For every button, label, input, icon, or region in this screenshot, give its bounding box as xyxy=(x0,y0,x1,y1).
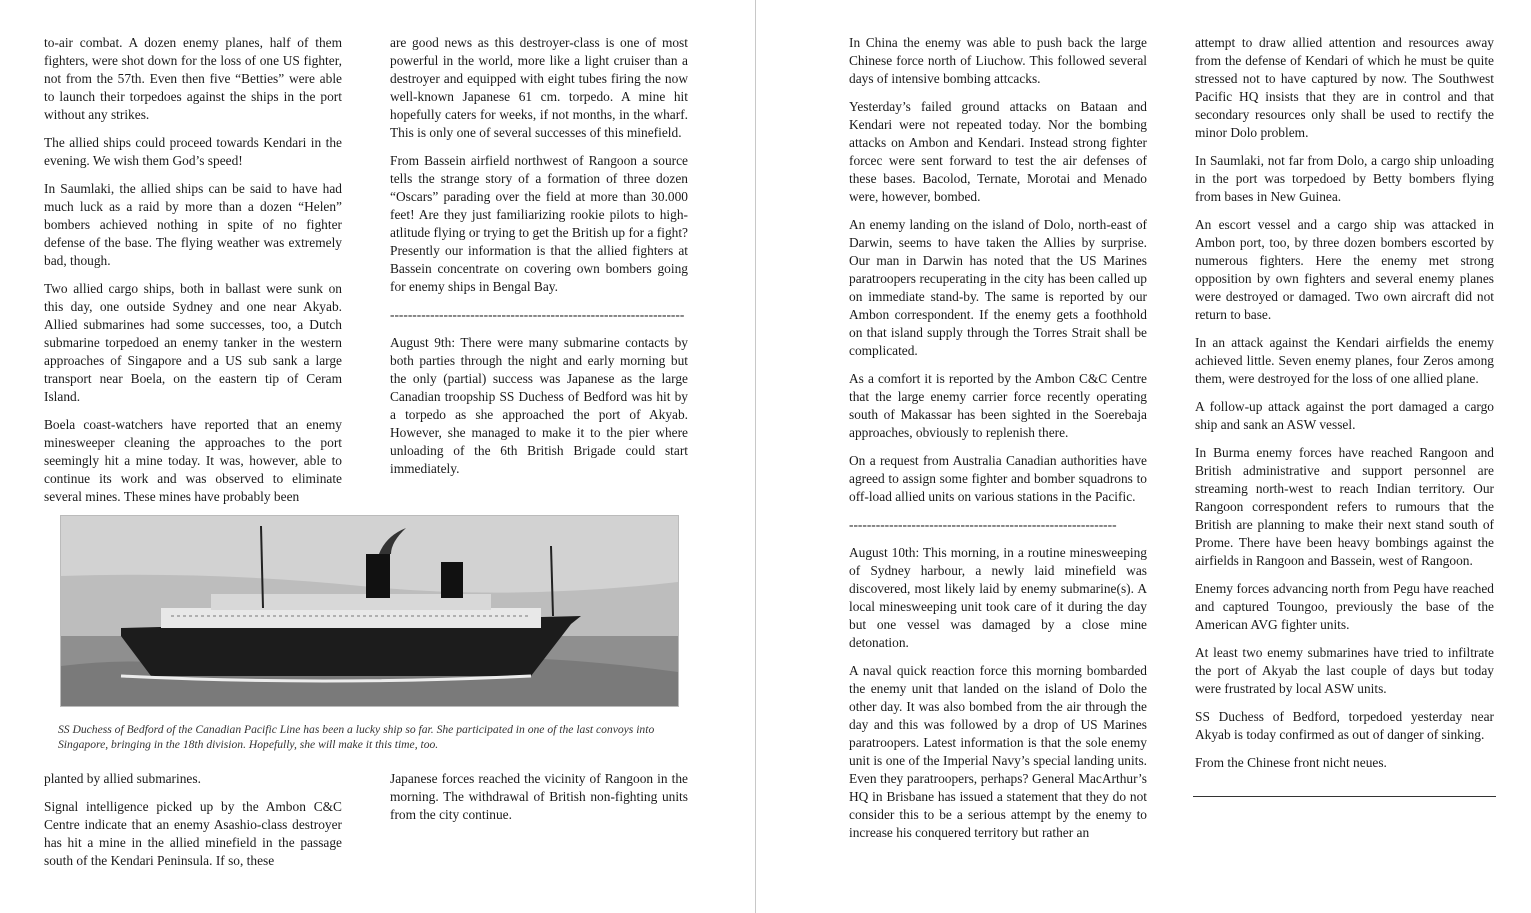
paragraph: Two allied cargo ships, both in ballast were sunk on this day, one outside Sydney and one near Akyab. Allied submarines had some successes, too, a Dutch submarine torpedoed an enemy tanker in the western approaches of Singapore and a US sub sank a large transport near Boela, on the eastern tip of Ceram Island. xyxy=(44,281,342,404)
paragraph: In Saumlaki, the allied ships can be said to have had much luck as a raid by more than a dozen “Helen” bombers achieved nothing in spite of no fighter defense of the base. The flying weather was extremely bad, though. xyxy=(44,181,342,268)
end-rule xyxy=(1193,796,1496,797)
paragraph: As a comfort it is reported by the Ambon C&C Centre that the large enemy carrier force recently operating south of Makassar has been sighted in the Soerebaja approaches, obviously to replenish there. xyxy=(849,371,1147,440)
paragraph: Enemy forces advancing north from Pegu have reached and captured Toungoo, previously the base of the American AVG fighter units. xyxy=(1195,581,1494,632)
paragraph: At least two enemy submarines have tried to infiltrate the port of Akyab the last couple of days but today were frustrated by local ASW units. xyxy=(1195,645,1494,696)
paragraph: In China the enemy was able to push back the large Chinese force north of Liuchow. This followed several days of intensive bombing attcacks. xyxy=(849,35,1147,86)
left-column-1-top xyxy=(44,34,342,506)
paragraph: SS Duchess of Bedford, torpedoed yesterday near Akyab is today confirmed as out of danger of sinking. xyxy=(1195,709,1494,742)
paragraph: Signal intelligence picked up by the Ambon C&C Centre indicate that an enemy Asashio-class destroyer has hit a mine in the allied minefield in the passage south of the Kendari Peninsula. If so, these xyxy=(44,799,342,868)
left-column-1-bottom xyxy=(44,770,342,870)
paragraph: A naval quick reaction force this morning bombarded the enemy unit that landed on the island of Dolo the other day. It was also bombed from the air through the day and this was followed by a drop of US Marines paratroopers. Latest information is that the sole enemy unit is one of the Imperial Navy’s special landing units. Even they paratroopers, perhaps? General MacArthur’s HQ in Brisbane has issued a statement that they do not consider this to be a serious attempt by the enemy to increase his conquered territory but rather an xyxy=(849,663,1147,840)
paragraph: In Saumlaki, not far from Dolo, a cargo ship unloading in the port was torpedoed by Betty bombers flying from bases in New Guinea. xyxy=(1195,153,1494,204)
paragraph: The allied ships could proceed towards Kendari in the evening. We wish them God’s speed! xyxy=(44,135,342,168)
paragraph: From the Chinese front nicht neues. xyxy=(1195,755,1387,770)
paragraph: In Burma enemy forces have reached Rangoon and British administrative and support personnel are streaming north-west to reach Indian territory. Our Rangoon correspondent refers to rumours that the British are planning to make their next stand south of Prome. There have been heavy bombings against the airfields in Rangoon and Bassein, west of Rangoon. xyxy=(1195,445,1494,568)
left-column-2-top xyxy=(390,34,688,478)
paragraph: to-air combat. A dozen enemy planes, half of them fighters, were shot down for the loss of one US fighter, not from the 57th. Even then five “Betties” were able to launch their torpedoes against the ships in the port without any strikes. xyxy=(44,35,342,122)
paragraph: In an attack against the Kendari airfields the enemy achieved little. Seven enemy planes, four Zeros among them, were destroyed for the loss of one allied plane. xyxy=(1195,335,1494,386)
right-column-2 xyxy=(1195,34,1494,797)
paragraph: From Bassein airfield northwest of Rangoon a source tells the strange story of a formation of three dozen “Oscars” parading over the field at more than 30.000 feet! Are they just familiarizing rookie pilots to high-atlitude flying or trying to get the British up for a fight? Presently our information is that the allied fighters at Bassein concentrate on covering own bombers going for enemy ships in Bengal Bay. xyxy=(390,153,688,294)
paragraph: attempt to draw allied attention and resources away from the defense of Kendari of which he must be quite stressed not to have captured by now. The Southwest Pacific HQ insists that they are in control and that secondary resources only shall be used to rectify the minor Dolo problem. xyxy=(1195,35,1494,140)
paragraph: planted by allied submarines. xyxy=(44,771,201,786)
paragraph: Japanese forces reached the vicinity of Rangoon in the morning. The withdrawal of British non-fighting units from the city continue. xyxy=(390,771,688,822)
paragraph: August 10th: This morning, in a routine minesweeping of Sydney harbour, a newly laid minefield was discovered, most likely laid by enemy submarine(s). A local minesweeping unit took care of it during the day but one vessel was damaged by a close mine detonation. xyxy=(849,545,1147,650)
page-gutter xyxy=(755,0,756,913)
paragraph: An escort vessel and a cargo ship was attacked in Ambon port, too, by three dozen bombers escorted by numerous fighters. Here the enemy met strong opposition by own fighters and several enemy planes were destroyed or damaged. Two own aircraft did not return to base. xyxy=(1195,217,1494,322)
ship-illustration xyxy=(61,516,678,706)
ocean-liner-photo xyxy=(60,515,679,707)
paragraph: Boela coast-watchers have reported that an enemy minesweeper cleaning the approaches to the port seemingly hit a mine today. It was, however, able to continue its work and was observed to eliminate several mines. These mines have probably been xyxy=(44,417,342,504)
right-column-1 xyxy=(849,34,1147,842)
paragraph: are good news as this destroyer-class is one of most powerful in the world, more like a light cruiser than a destroyer and equipped with eight tubes firing the now well-known Japanese 61 cm. torpedo. A mine hit hopefully caters for weeks, if not months, in the wharf. This is only one of several successes of this minefield. xyxy=(390,35,688,140)
paragraph: An enemy landing on the island of Dolo, north-east of Darwin, seems to have taken the Allies by surprise. Our man in Darwin has noted that the US Marines paratroopers recuperating in the city has been called up on immediate stand-by. The same is reported by our Ambon correspondent. If the enemy gets a foothhold on that island supply through the Torres Strait shall be complicated. xyxy=(849,217,1147,358)
paragraph: August 9th: There were many submarine contacts by both parties through the night and early morning but the only (partial) success was Japanese as the large Canadian troopship SS Duchess of Bedford was hit by a torpedo as she approached the port of Akyab. However, she managed to make it to the pier where unloading of the 6th British Brigade could start immediately. xyxy=(390,335,688,476)
section-divider: ------------------------------------------------------------------ xyxy=(390,307,685,322)
section-divider: ------------------------------------------------------------ xyxy=(849,517,1117,532)
photo-caption: SS Duchess of Bedford of the Canadian Pacific Line has been a lucky ship so far. She participated in one of the last convoys into Singapore, bringing in the 18th division. Hopefully, she will make it this time, too. xyxy=(58,723,655,751)
paragraph: Yesterday’s failed ground attacks on Bataan and Kendari were not repeated today. Nor the bombing attacks on Ambon and Kendari. Instead strong fighter forcec were sent forward to test the air defenses of these bases. Bacolod, Ternate, Morotai and Menado were, however, bombed. xyxy=(849,99,1147,204)
paragraph: A follow-up attack against the port damaged a cargo ship and sank an ASW vessel. xyxy=(1195,399,1494,432)
left-column-2-bottom xyxy=(390,770,688,824)
paragraph: On a request from Australia Canadian authorities have agreed to assign some fighter and bomber squadrons to off-load allied units on various stations in the Pacific. xyxy=(849,453,1147,504)
